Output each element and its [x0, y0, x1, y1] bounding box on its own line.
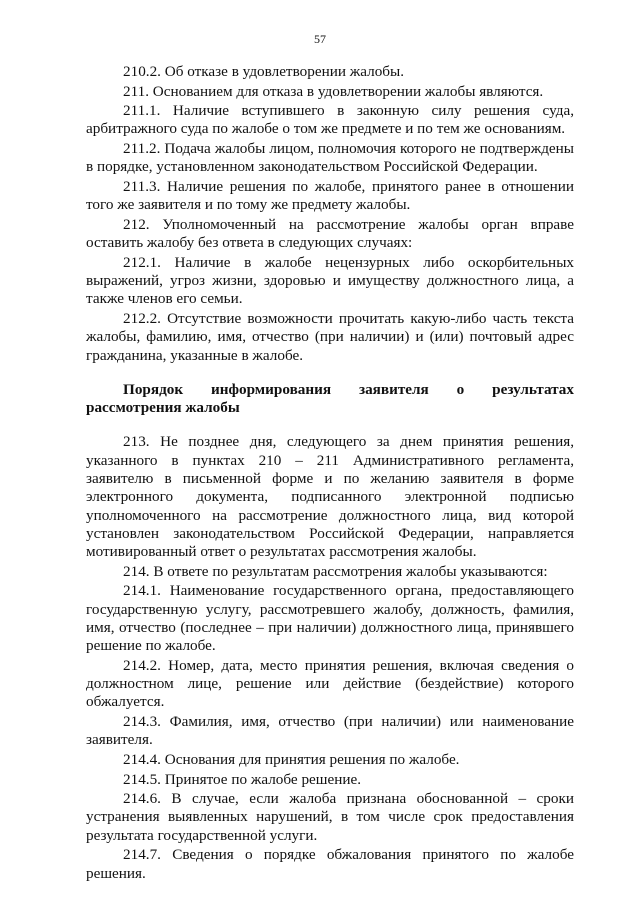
paragraph-210-2: 210.2. Об отказе в удовлетворении жалобы.	[123, 63, 405, 80]
paragraph-211: 211. Основанием для отказа в удовлетворении жалобы являются.	[123, 82, 544, 100]
page-number: 57	[314, 32, 326, 46]
document-body	[86, 63, 574, 883]
paragraph-214-7: 214.7. Сведения о порядке обжалования принятого по жалобе решения.	[86, 846, 574, 882]
paragraph-212-2: 212.2. Отсутствие возможности прочитать какую-либо часть текста жалобы, фамилию, имя, отчество (при наличии) и (или) почтовый адрес гражданина, указанные в жалобе.	[86, 309, 574, 364]
paragraph-214-6: 214.6. В случае, если жалоба признана обоснованной – сроки устранения выявленных нарушений, в том числе срок предоставления результата государственной услуги.	[86, 790, 574, 844]
paragraph-213: 213. Не позднее дня, следующего за днем принятия решения, указанного в пунктах 210 – 211 Административного регламента, заявителю в письменной форме и по желанию заявителя в форме электронного документа, подписанного электронной подписью уполномоченного на рассмотрение должностного лица, вид которой установлен законодательством Российской Федерации, направляется мотивированный ответ о результатах рассмотрения жалобы.	[86, 433, 574, 561]
paragraph-214-2: 214.2. Номер, дата, место принятия решения, включая сведения о должностном лице, решение или действие (бездействие) которого обжалуется.	[86, 656, 574, 711]
paragraph-211-1: 211.1. Наличие вступившего в законную силу решения суда, арбитражного суда по жалобе о том же предмете и по тем же основаниям.	[86, 102, 574, 138]
paragraph-212-1: 212.1. Наличие в жалобе нецензурных либо оскорбительных выражений, угроз жизни, здоровью и имуществу должностного лица, а также членов его семьи.	[86, 253, 574, 308]
paragraph-214-4: 214.4. Основания для принятия решения по жалобе.	[123, 750, 460, 768]
paragraph-211-3: 211.3. Наличие решения по жалобе, принятого ранее в отношении того же заявителя и по тому же предмету жалобы.	[86, 177, 574, 214]
paragraph-214-3: 214.3. Фамилия, имя, отчество (при наличии) или наименование заявителя.	[86, 713, 574, 749]
section-heading: Порядок информирования заявителя о результатах рассмотрения жалобы	[86, 380, 574, 417]
paragraph-212: 212. Уполномоченный на рассмотрение жалобы орган вправе оставить жалобу без ответа в следующих случаях:	[86, 215, 574, 252]
paragraph-214-5: 214.5. Принятое по жалобе решение.	[123, 770, 362, 788]
paragraph-214-1: 214.1. Наименование государственного органа, предоставляющего государственную услугу, рассмотревшего жалобу, должность, фамилия, имя, отчество (последнее – при наличии) должностного лица, принявшего решение по жалобе.	[86, 582, 574, 655]
paragraph-211-2: 211.2. Подача жалобы лицом, полномочия которого не подтверждены в порядке, установленном законодательством Российской Федерации.	[86, 140, 574, 176]
paragraph-214: 214. В ответе по результатам рассмотрения жалобы указываются:	[123, 562, 548, 580]
